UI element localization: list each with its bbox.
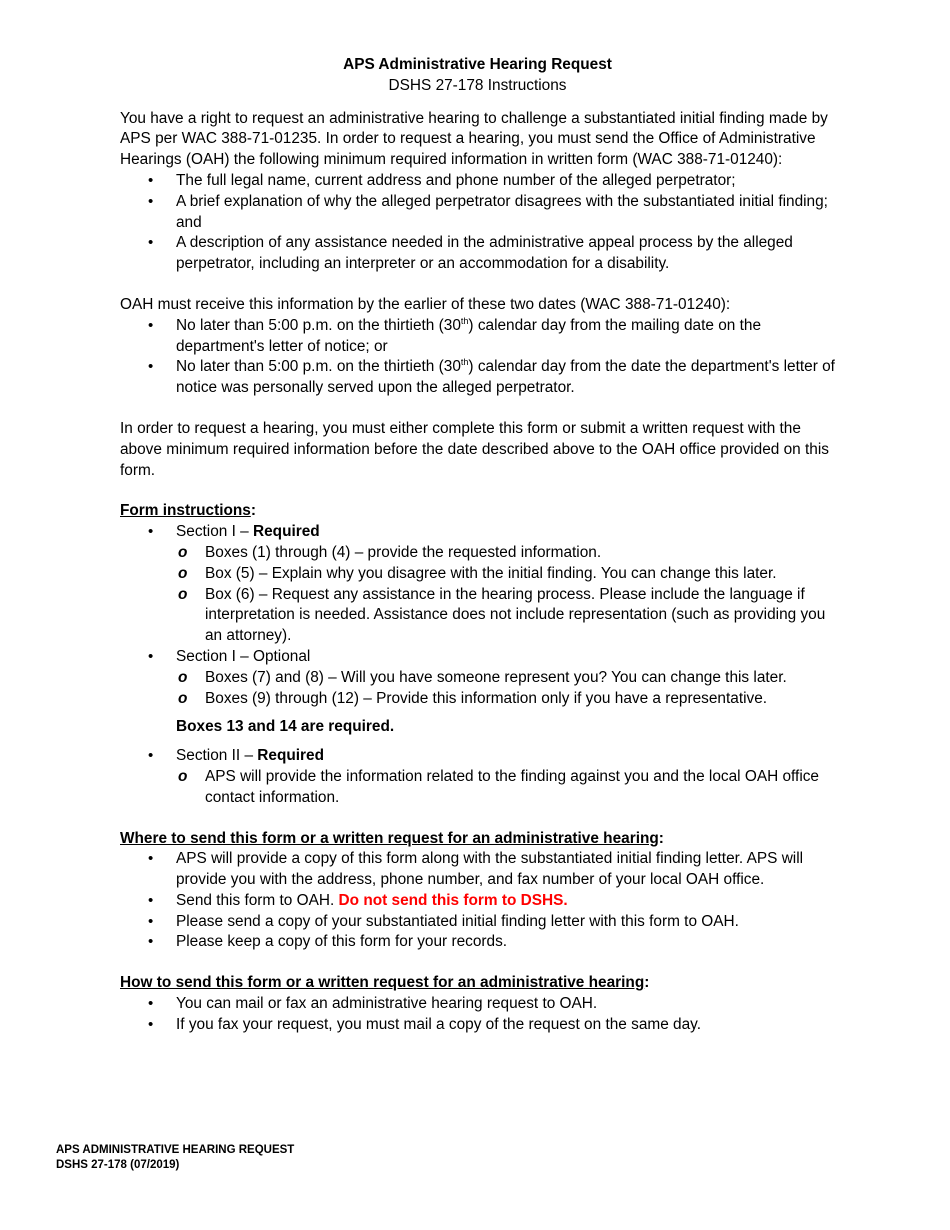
form-instructions-list: [120, 522, 835, 709]
document-page: [120, 55, 835, 1036]
list-item: • The full legal name, current address and phone number of the alleged perpetrator;: [120, 171, 835, 192]
list-item: o Boxes (9) through (12) – Provide this information only if you have a representative.: [176, 689, 835, 710]
deadline-list: [120, 316, 835, 399]
list-item: o APS will provide the information related to the finding against you and the local OAH office contact information.: [176, 767, 835, 809]
list-item: o Boxes (1) through (4) – provide the requested information.: [176, 543, 835, 564]
list-item: • Send this form to OAH. Do not send this form to DSHS.: [120, 891, 835, 912]
list-item: o Box (5) – Explain why you disagree with the initial finding. You can change this later.: [176, 564, 835, 585]
list-item: • No later than 5:00 p.m. on the thirtieth (30th) calendar day from the mailing date on the department's letter of notice; or: [120, 316, 835, 358]
section-2-required: • Section II – Required o APS will provide the information related to the finding against you and the local OAH office contact information.: [120, 746, 835, 808]
list-item: • APS will provide a copy of this form along with the substantiated initial finding letter. APS will provide you with the address, phone number, and fax number of your local OAH office.: [120, 849, 835, 891]
how-to-send-list: [120, 994, 835, 1036]
list-item: • A description of any assistance needed in the administrative appeal process by the alleged perpetrator, including an interpreter or an accommodation for a disability.: [120, 233, 835, 275]
list-item: o Box (6) – Request any assistance in the hearing process. Please include the language if interpretation is needed. Assistance does not include representation (such as providing you an attorney).: [176, 585, 835, 647]
footer-form-number: DSHS 27-178 (07/2019): [56, 1159, 180, 1171]
page-title: APS Administrative Hearing Request: [343, 56, 612, 73]
intro-paragraph: You have a right to request an administrative hearing to challenge a substantiated initial finding made by APS per WAC 388-71-01235. In order to request a hearing, you must send the Office of Administrative Hearings (OAH) the following minimum required information in written form (WAC 388-71-01240):: [120, 109, 828, 169]
where-to-send-heading: Where to send this form or a written request for an administrative hearing:: [120, 829, 664, 847]
warning-text: Do not send this form to DSHS.: [338, 891, 568, 909]
form-instructions-heading: Form instructions:: [120, 502, 256, 520]
section-1-required: • Section I – Required o Boxes (1) through (4) – provide the requested information. o Box (5) – Explain why you disagree with the initial finding. You can change this later. o Box (6) – Request any assistance in the hearing process. Please include the language if interpretation is needed. Assistance does not include representation (such as providing you an attorney).: [120, 522, 835, 647]
list-item: • A brief explanation of why the alleged perpetrator disagrees with the substantiated initial finding; and: [120, 192, 835, 234]
list-item: • Please send a copy of your substantiated initial finding letter with this form to OAH.: [120, 912, 835, 933]
list-item: o Boxes (7) and (8) – Will you have someone represent you? You can change this later.: [176, 668, 835, 689]
list-item: • No later than 5:00 p.m. on the thirtieth (30th) calendar day from the date the department's letter of notice was personally served upon the alleged perpetrator.: [120, 357, 835, 399]
page-subtitle: DSHS 27-178 Instructions: [388, 76, 567, 94]
page-footer: [56, 1143, 294, 1173]
section-1-optional: • Section I – Optional o Boxes (7) and (8) – Will you have someone represent you? You can change this later. o Boxes (9) through (12) – Provide this information only if you have a representative.: [120, 647, 835, 709]
request-paragraph: In order to request a hearing, you must either complete this form or submit a written request with the above minimum required information before the date described above to the OAH office provided on this form.: [120, 419, 829, 479]
how-to-send-heading: How to send this form or a written request for an administrative hearing:: [120, 974, 650, 992]
boxes-required-note: Boxes 13 and 14 are required.: [176, 718, 395, 736]
footer-form-name: APS ADMINISTRATIVE HEARING REQUEST: [56, 1144, 295, 1156]
list-item: • If you fax your request, you must mail a copy of the request on the same day.: [120, 1015, 835, 1036]
list-item: • Please keep a copy of this form for your records.: [120, 932, 835, 953]
section-2-list: [120, 746, 835, 808]
deadline-paragraph: OAH must receive this information by the earlier of these two dates (WAC 388-71-01240):: [120, 295, 731, 313]
list-item: • You can mail or fax an administrative hearing request to OAH.: [120, 994, 835, 1015]
required-info-list: [120, 171, 835, 275]
where-to-send-list: [120, 849, 835, 953]
